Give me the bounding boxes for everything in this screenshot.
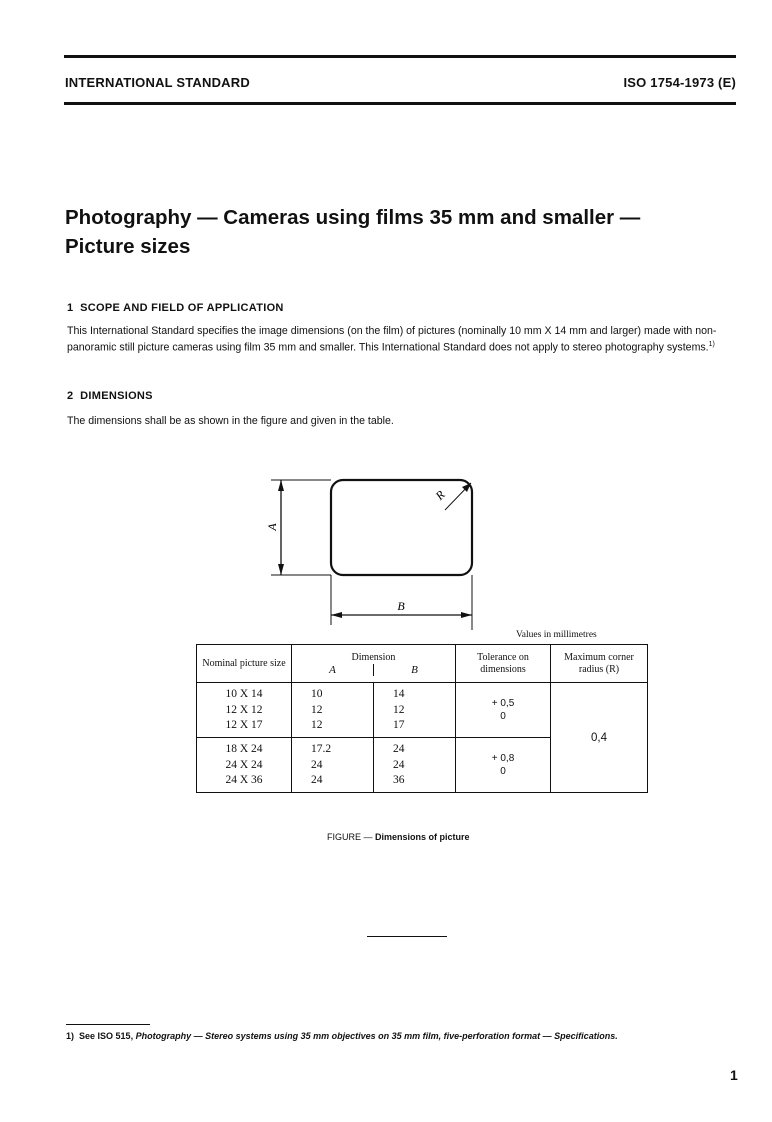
running-header-left: INTERNATIONAL STANDARD	[65, 75, 250, 90]
arrow-b-right	[461, 612, 472, 618]
a-value-cell: 24	[311, 774, 323, 786]
b-value-cell: 24	[393, 743, 405, 755]
section-2-body: The dimensions shall be as shown in the figure and given in the table.	[67, 415, 394, 427]
max-radius-cell: 0,4	[551, 683, 648, 793]
picture-dimension-figure	[0, 465, 772, 665]
tolerance-upper: + 0,8	[491, 753, 515, 764]
footnote-reference: 1)	[708, 341, 715, 348]
size-cell: 10 X 14	[225, 688, 263, 700]
sizes-group-2	[197, 738, 292, 793]
size-cell: 24 X 24	[225, 758, 263, 771]
tolerance-lower: 0	[500, 766, 506, 777]
section-1-heading: 1 SCOPE AND FIELD OF APPLICATION	[67, 302, 284, 314]
a-value-cell: 10	[311, 688, 323, 700]
b-value-cell: 36	[393, 774, 405, 786]
running-header-right: ISO 1754-1973 (E)	[623, 75, 736, 90]
a-value-cell: 12	[311, 703, 323, 716]
figure-caption	[327, 832, 470, 842]
caption-prefix: FIGURE —	[327, 832, 376, 842]
arrow-b-left	[331, 612, 342, 618]
a-values-group-1	[292, 683, 374, 738]
b-value-cell: 12	[393, 703, 405, 716]
header-max-radius: Maximum corner radius (R)	[551, 645, 648, 683]
a-values-group-2	[292, 738, 374, 793]
header-bottom-rule	[64, 102, 736, 105]
tolerance-group-2	[456, 738, 551, 793]
header-tolerance: Tolerance on dimensions	[456, 645, 551, 683]
a-value-cell: 24	[311, 758, 323, 771]
table-header-row	[197, 645, 648, 683]
section-2-heading: 2 DIMENSIONS	[67, 390, 153, 402]
title-line-2: Picture sizes	[65, 235, 191, 258]
section-1-body	[67, 324, 742, 355]
section-1-text: This International Standard specifies the image dimensions (on the film) of pictures (nominally 10 mm X 14 mm and larger) made with non-panoramic still picture cameras using film 35 mm and smaller. This International Standard does not apply to stereo photography systems.	[67, 325, 717, 354]
tolerance-lower: 0	[500, 711, 506, 722]
size-cell: 12 X 12	[225, 703, 263, 716]
header-dimension-subcols	[292, 664, 455, 676]
page-number: 1	[730, 1067, 738, 1083]
header-dimension-b: B	[373, 664, 455, 676]
dimensions-table	[196, 644, 648, 793]
header-top-rule	[64, 55, 736, 58]
picture-frame-outline	[331, 480, 472, 575]
footnote	[66, 1031, 618, 1041]
b-values-group-2	[374, 738, 456, 793]
label-a: A	[265, 523, 279, 531]
section-end-rule	[367, 936, 447, 937]
units-note: Values in millimetres	[516, 630, 597, 640]
header-dimension-a: A	[329, 663, 336, 676]
footnote-rule	[66, 1024, 150, 1025]
size-cell: 24 X 36	[225, 774, 263, 786]
footnote-plain: See ISO 515,	[79, 1031, 136, 1041]
a-value-cell: 17.2	[311, 743, 332, 755]
arrow-a-bottom	[278, 564, 284, 575]
a-value-cell: 12	[311, 719, 323, 731]
b-value-cell: 24	[393, 758, 405, 771]
size-cell: 18 X 24	[225, 743, 263, 755]
sizes-group-1	[197, 683, 292, 738]
b-value-cell: 14	[393, 688, 405, 700]
label-r: R	[432, 487, 448, 503]
tolerance-upper: + 0,5	[491, 698, 515, 709]
document-title	[65, 203, 640, 261]
table-row-group-1	[197, 683, 648, 738]
title-line-1: Photography — Cameras using films 35 mm and smaller —	[65, 206, 641, 229]
tolerance-group-1	[456, 683, 551, 738]
label-b: B	[397, 599, 405, 613]
b-value-cell: 17	[393, 719, 405, 731]
caption-title: Dimensions of picture	[375, 832, 470, 842]
footnote-marker: 1)	[66, 1031, 75, 1041]
footnote-reference-title: Photography — Stereo systems using 35 mm objectives on 35 mm film, five-perforation format — Specifications.	[135, 1031, 618, 1041]
arrow-a-top	[278, 480, 284, 491]
header-nominal-size: Nominal picture size	[197, 645, 292, 683]
size-cell: 12 X 17	[225, 719, 263, 731]
header-dimension-label: Dimension	[351, 651, 396, 663]
b-values-group-1	[374, 683, 456, 738]
header-dimension	[292, 645, 456, 683]
